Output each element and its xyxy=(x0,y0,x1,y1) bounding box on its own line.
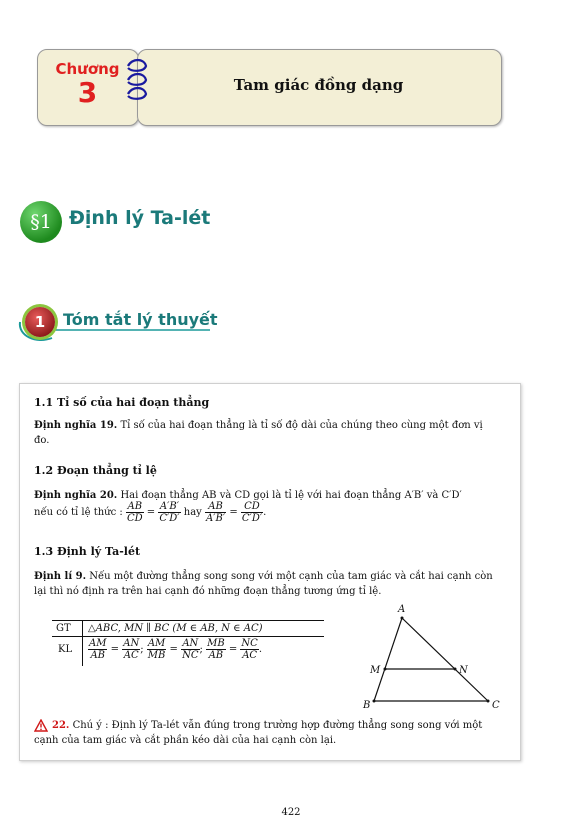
subsection-badge: 1 xyxy=(25,307,55,337)
point-n-label: N xyxy=(459,665,468,676)
definition-19 xyxy=(34,418,509,448)
definition-19-text: Tỉ số của hai đoạn thẳng là tỉ số độ dài của chúng theo cùng một đơn vị xyxy=(120,420,483,431)
proportion-line: nếu có tỉ lệ thức : $\frac{AB}{CD}$ = $\frac{A'B'}{C'D'}$ hay $\frac{AB}{A'B'}$ = $\frac{CD}{C'D'}$ . xyxy=(34,501,267,524)
heading-1-3: 1.3 Định lý Ta-lét xyxy=(34,545,141,558)
or-word: hay xyxy=(183,507,202,518)
page-number: 422 xyxy=(281,807,301,818)
section-badge: §1 xyxy=(20,201,62,243)
heading-1-1: 1.1 Tỉ số của hai đoạn thẳng xyxy=(34,396,210,409)
fraction-a1b1-c1d1: $\frac{A'B'}{C'D'}$ xyxy=(159,501,180,524)
note-22-label: 22. xyxy=(52,720,70,731)
point-b-label: B xyxy=(363,700,371,711)
gt-label: GT xyxy=(56,623,71,634)
fraction-ab-cd: $\frac{AB}{CD}$ xyxy=(126,501,143,524)
definition-19-text-cont: đo. xyxy=(34,435,50,446)
fraction-ab-a1b1: $\frac{AB}{A'B'}$ xyxy=(206,501,226,524)
definition-19-label: Định nghĩa 19. xyxy=(34,420,118,431)
chapter-title: Tam giác đồng dạng xyxy=(233,76,404,94)
theorem-9-text-cont: lại thì nó định ra trên hai cạnh đó những đoạn thẳng tương ứng tỉ lệ. xyxy=(34,586,382,597)
kl-label: KL xyxy=(58,644,73,655)
gt-kl-divider xyxy=(82,620,83,666)
note-22 xyxy=(52,718,512,733)
point-c-label: C xyxy=(492,700,500,711)
theorem-9 xyxy=(34,569,509,599)
note-22-text-cont: cạnh của tam giác và cắt phần kéo dài của hai cạnh còn lại. xyxy=(34,735,337,746)
kl-conclusion: $\frac{AM}{AB}$ = $\frac{AN}{AC}$ ; $\frac{AM}{MB}$ = $\frac{AN}{NC}$ ; $\frac{MB}{AB}$ = $\frac{NC}{AC}$ . xyxy=(89,638,263,661)
definition-20-label: Định nghĩa 20. xyxy=(34,490,118,501)
heading-1-2: 1.2 Đoạn thẳng tỉ lệ xyxy=(34,464,157,477)
point-a-label: A xyxy=(398,604,406,615)
gt-text: △ABC, MN ∥ BC (M ∈ AB, N ∈ AC) xyxy=(88,623,263,634)
theorem-9-label: Định lí 9. xyxy=(34,571,87,582)
section-title: Định lý Ta-lét xyxy=(69,207,211,229)
triangle-figure xyxy=(355,600,505,712)
warning-triangle-icon xyxy=(34,719,48,732)
theorem-9-text: Nếu một đường thẳng song song với một cạnh của tam giác và cắt hai cạnh còn xyxy=(89,571,493,582)
chapter-word: Chương xyxy=(55,60,120,78)
chapter-number: 3 xyxy=(77,76,98,109)
gt-kl-mid-rule xyxy=(52,636,324,637)
point-m-label: M xyxy=(370,665,381,676)
binder-rings-icon xyxy=(124,58,150,110)
note-22-text: Chú ý : Định lý Ta-lét vẫn đúng trong trường hợp đường thẳng song song với một xyxy=(72,720,483,731)
proportion-prefix: nếu có tỉ lệ thức : xyxy=(34,507,123,518)
fraction-cd-c1d1: $\frac{CD}{C'D'}$ xyxy=(241,501,263,524)
definition-20-text: Hai đoạn thẳng AB và CD gọi là tỉ lệ với hai đoạn thẳng A′B′ và C′D′ xyxy=(120,490,462,501)
subsection-title: Tóm tắt lý thuyết xyxy=(63,310,218,329)
